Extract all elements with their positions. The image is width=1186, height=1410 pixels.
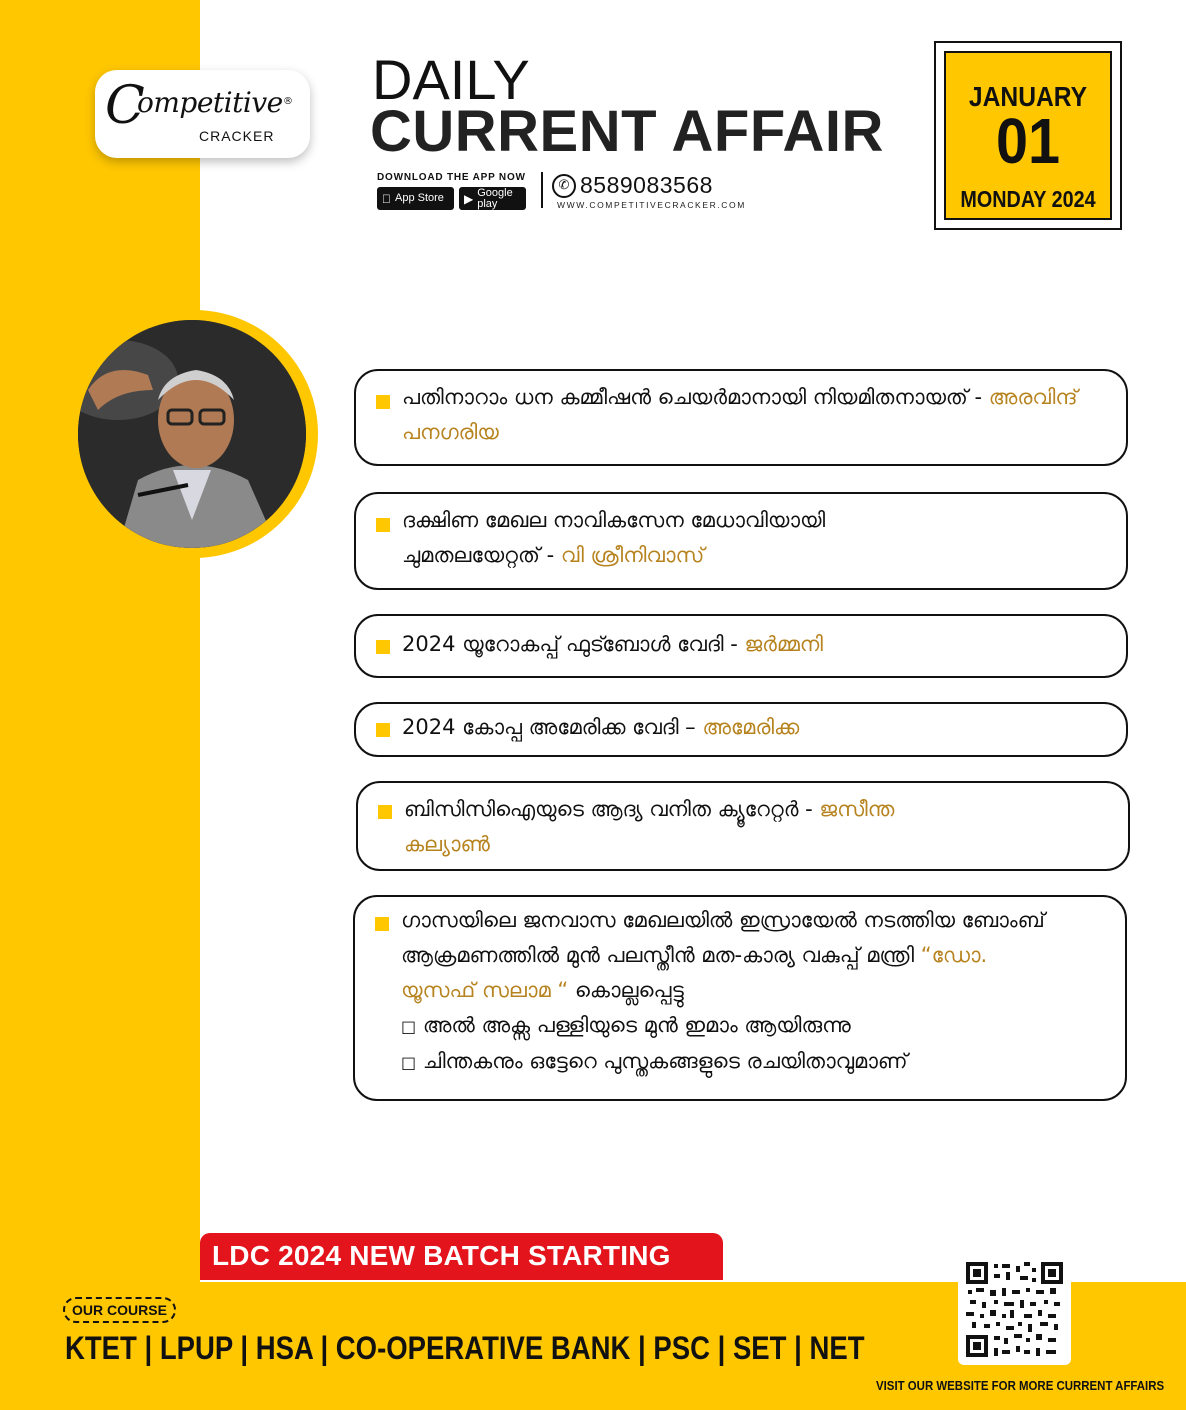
news-text-2 <box>402 503 946 573</box>
google-play-button[interactable] <box>459 187 526 210</box>
bullet-icon <box>376 640 390 654</box>
date-day: 01 <box>995 105 1061 177</box>
header-current-affair: CURRENT AFFAIR <box>370 99 884 164</box>
news-question-end: കൊല്ലപ്പെട്ടു <box>574 978 684 1002</box>
website-url[interactable]: WWW.COMPETITIVECRACKER.COM <box>557 200 746 210</box>
bullet-icon <box>376 518 390 532</box>
bullet-icon <box>376 395 390 409</box>
date-box-inner <box>944 51 1112 220</box>
person-illustration <box>78 320 306 548</box>
course-list: KTET | LPUP | HSA | CO-OPERATIVE BANK | PSC | SET | NET <box>65 1330 865 1366</box>
apple-icon <box>382 192 391 206</box>
bullet-icon <box>378 805 392 819</box>
news-note-2 <box>401 1044 1065 1080</box>
news-answer: “ഡോ. യൂസഫ് സലാമ “ <box>401 943 988 1002</box>
news-card-1 <box>354 369 1128 466</box>
news-question: ഗാസയിലെ ജനവാസ മേഖലയിൽ ഇസ്രായേൽ നടത്തിയ ബോംബ് ആക്രമണത്തിൽ മുൻ പലസ്തീൻ മത-കാര്യ വകുപ്പ് മന്ത്രി <box>401 908 1045 967</box>
app-store-label: App Store <box>386 192 435 204</box>
news-text-4 <box>402 710 1108 745</box>
news-text-3 <box>402 627 1108 662</box>
qr-code-icon <box>964 1260 1065 1359</box>
news-note-1 <box>401 1008 1065 1044</box>
news-answer: ജസീന്ത കല്യാൺ <box>404 797 895 856</box>
logo-script-text: ompetitive <box>137 86 283 119</box>
yellow-side-bar <box>0 0 200 1410</box>
header-divider <box>541 172 543 208</box>
box-glyph-icon: □ <box>401 1053 417 1072</box>
news-answer: വി ശ്രീനിവാസ് <box>560 543 705 567</box>
logo-subtitle: CRACKER <box>199 128 275 144</box>
news-text-5 <box>404 792 928 862</box>
google-play-label: Google play <box>477 186 513 210</box>
box-glyph-icon: □ <box>401 1017 417 1036</box>
visit-website-text[interactable]: VISIT OUR WEBSITE FOR MORE CURRENT AFFAIRS <box>876 1378 1165 1393</box>
note-text: ചിന്തകനും ഒട്ടേറെ പുസ്തകങ്ങളുടെ രചയിതാവുമാണ് <box>422 1049 908 1073</box>
news-card-3 <box>354 614 1128 678</box>
brand-logo[interactable] <box>95 70 310 158</box>
batch-banner[interactable] <box>200 1233 723 1280</box>
batch-banner-text: LDC 2024 NEW BATCH STARTING <box>212 1240 671 1271</box>
bullet-icon <box>375 917 389 931</box>
news-question: ബിസിസിഐയുടെ ആദ്യ വനിത ക്യൂറേറ്റർ - <box>404 797 813 821</box>
logo-mark: C <box>105 76 145 136</box>
news-question: ദക്ഷിണ മേഖല നാവികസേന മേധാവിയായി ചുമതലയേറ്റത് - <box>402 508 826 567</box>
portrait-photo <box>78 320 306 548</box>
our-course-label: OUR COURSE <box>63 1297 176 1323</box>
phone-icon: ✆ <box>552 174 576 198</box>
date-month: JANUARY <box>968 81 1088 112</box>
news-card-6 <box>353 895 1127 1101</box>
news-question: പതിനാറാം ധന കമ്മീഷൻ ചെയർമാനായി നിയമിതനായത് - <box>402 385 983 409</box>
registered-mark: ® <box>283 96 293 107</box>
news-answer: ജർമ്മനി <box>744 632 823 656</box>
header-daily: DAILY <box>372 48 530 111</box>
news-question: 2024 കോപ്പ അമേരിക്ക വേദി – <box>402 715 696 739</box>
app-store-button[interactable] <box>377 187 454 210</box>
news-card-5 <box>356 781 1130 871</box>
play-icon: ▶ <box>464 191 474 206</box>
news-question: 2024 യൂറോകപ്പ് ഫുട്ബോൾ വേദി - <box>402 632 738 656</box>
download-app-text: DOWNLOAD THE APP NOW <box>377 172 526 183</box>
date-box <box>934 41 1122 230</box>
qr-code[interactable] <box>958 1254 1071 1365</box>
news-text-1 <box>402 380 1108 450</box>
news-answer: അരവിന്ദ് പനഗരിയ <box>402 385 1078 444</box>
news-answer: അമേരിക്ക <box>702 715 800 739</box>
note-text: അൽ അക്സ പള്ളിയുടെ മുൻ ഇമാം ആയിരുന്നു <box>422 1013 851 1037</box>
news-card-4 <box>354 702 1128 757</box>
bullet-icon <box>376 723 390 737</box>
news-card-2 <box>354 492 1128 590</box>
phone-number[interactable]: 8589083568 <box>580 172 713 198</box>
news-text-6 <box>401 903 1065 1080</box>
date-weekday-year: MONDAY 2024 <box>960 186 1096 212</box>
